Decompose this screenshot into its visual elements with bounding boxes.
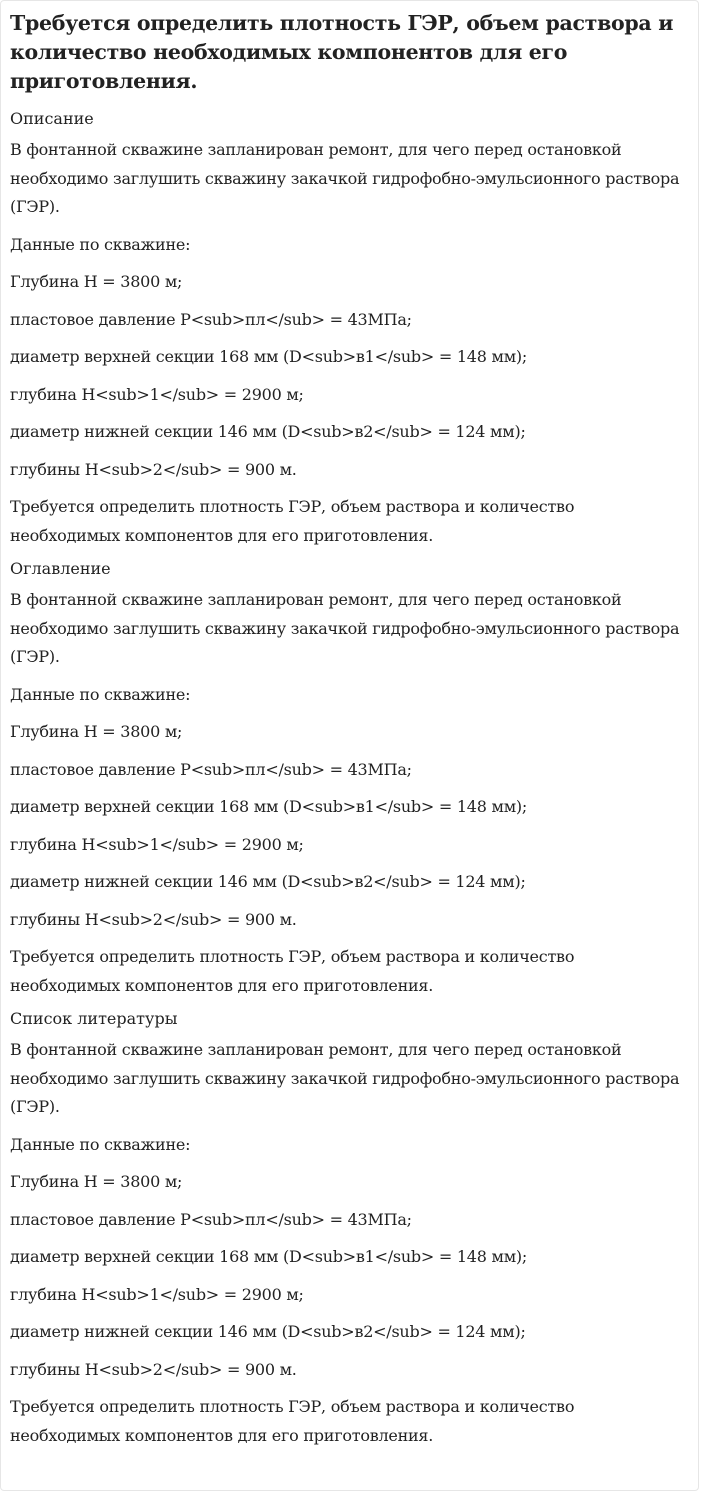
paragraph: пластовое давление P<sub>пл</sub> = 43МПа; [10,1209,412,1229]
paragraph: пластовое давление P<sub>пл</sub> = 43МПа; [10,759,412,779]
paragraph: Данные по скважине: [10,234,191,254]
paragraph: глубина Н<sub>1</sub> = 2900 м; [10,1284,304,1304]
paragraph: диаметр верхней секции 168 мм (D<sub>в1</sub> = 148 мм); [10,347,528,366]
paragraph: Требуется определить плотность ГЭР, объем раствора и количество необходимых компонентов для его приготовления. [10,497,575,545]
section-label-contents: Оглавление [10,559,111,578]
paragraph: Глубина Н = 3800 м; [10,722,183,741]
section-label-description: Описание [10,109,94,128]
paragraph: В фонтанной скважине запланирован ремонт, для чего перед остановкой необходимо заглушить скважину закачкой гидрофобно-эмульсионного раствора (ГЭР). [10,590,680,666]
paragraph: глубины Н<sub>2</sub> = 900 м. [10,909,297,929]
section-description [10,109,688,550]
paragraph: пластовое давление P<sub>пл</sub> = 43МПа; [10,309,412,329]
paragraph: диаметр нижней секции 146 мм (D<sub>в2</sub> = 124 мм); [10,1322,526,1341]
paragraph: Глубина Н = 3800 м; [10,1172,183,1191]
section-references [10,1009,688,1450]
paragraph: Требуется определить плотность ГЭР, объем раствора и количество необходимых компонентов для его приготовления. [10,1397,575,1445]
paragraph: диаметр нижней секции 146 мм (D<sub>в2</sub> = 124 мм); [10,872,526,891]
paragraph: глубина Н<sub>1</sub> = 2900 м; [10,834,304,854]
section-label-references: Список литературы [10,1009,178,1028]
section-contents [10,559,688,1000]
paragraph: диаметр верхней секции 168 мм (D<sub>в1</sub> = 148 мм); [10,1247,528,1266]
paragraph: диаметр нижней секции 146 мм (D<sub>в2</sub> = 124 мм); [10,422,526,441]
paragraph: Глубина Н = 3800 м; [10,272,183,291]
paragraph: Требуется определить плотность ГЭР, объем раствора и количество необходимых компонентов для его приготовления. [10,947,575,995]
paragraph: Данные по скважине: [10,1134,191,1154]
paragraph: диаметр верхней секции 168 мм (D<sub>в1</sub> = 148 мм); [10,797,528,816]
paragraph: глубины Н<sub>2</sub> = 900 м. [10,459,297,479]
paragraph: Данные по скважине: [10,684,191,704]
paragraph: глубина Н<sub>1</sub> = 2900 м; [10,384,304,404]
paragraph: глубины Н<sub>2</sub> = 900 м. [10,1359,297,1379]
paragraph: В фонтанной скважине запланирован ремонт, для чего перед остановкой необходимо заглушить скважину закачкой гидрофобно-эмульсионного раствора (ГЭР). [10,140,680,216]
page-title: Требуется определить плотность ГЭР, объем раствора и количество необходимых компонентов для его приготовления. [10,11,674,93]
paragraph: В фонтанной скважине запланирован ремонт, для чего перед остановкой необходимо заглушить скважину закачкой гидрофобно-эмульсионного раствора (ГЭР). [10,1040,680,1116]
